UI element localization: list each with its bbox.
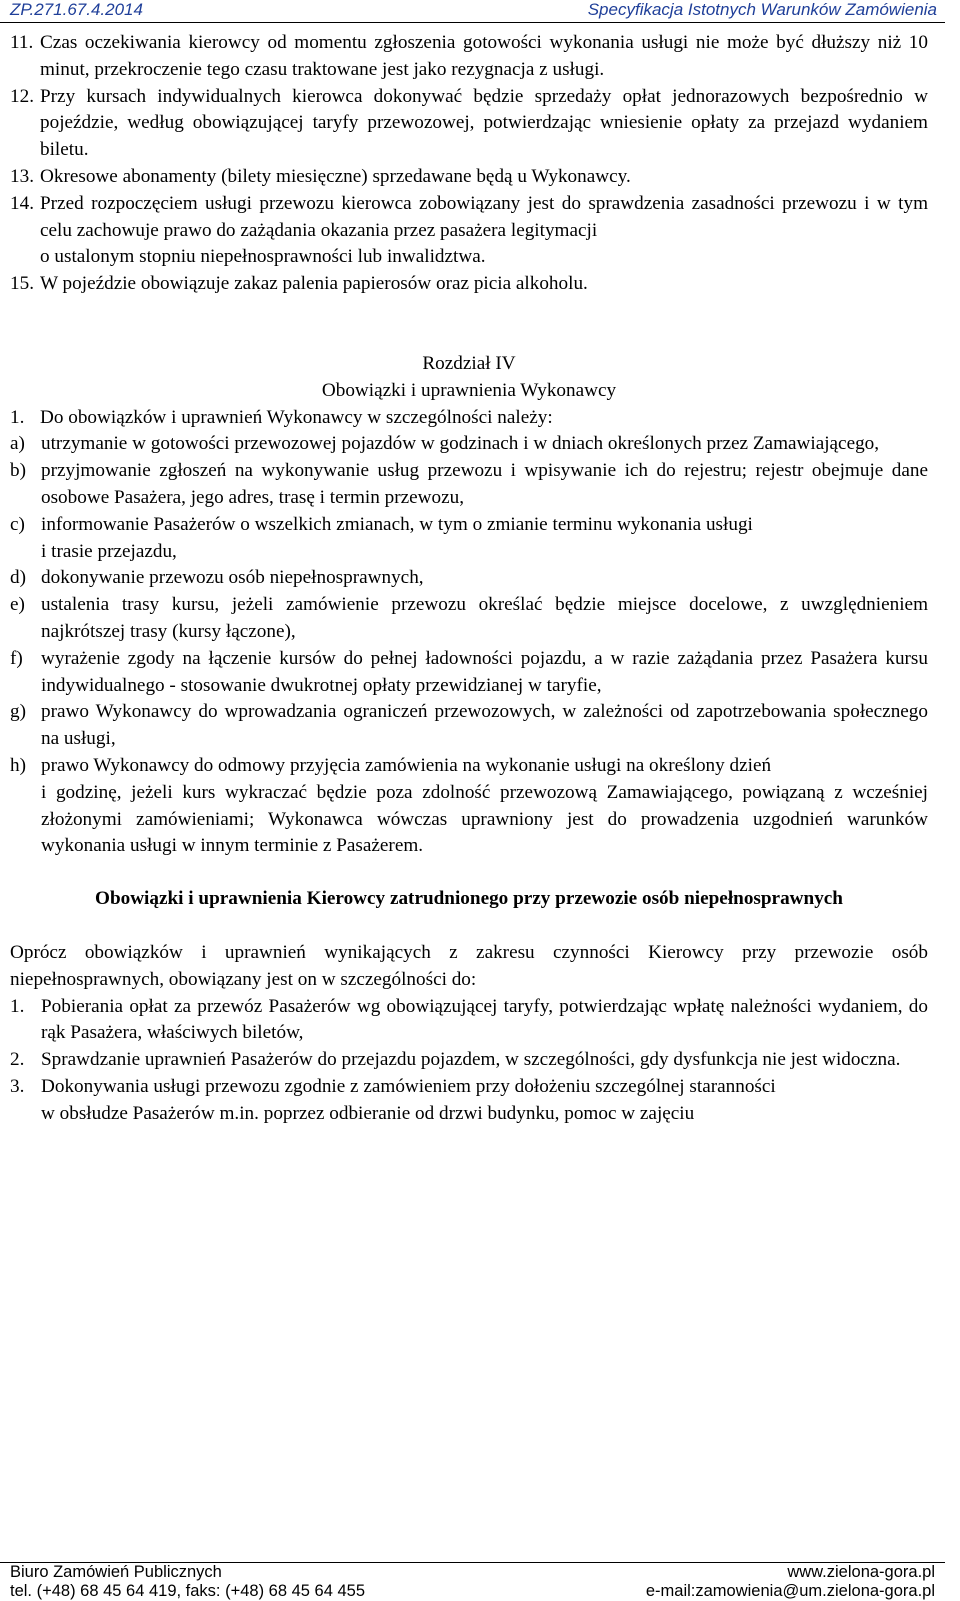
item-text: Przy kursach indywidualnych kierowca dokonywać będzie sprzedaży opłat jednorazowych bezpośrednio w pojeździe, według obowiązującej taryfy przewozowej, potwierdzając wniesienie opłaty za przejazd wydaniem biletu.: [40, 85, 928, 161]
item-text: wyrażenie zgody na łączenie kursów do pełnej ładowności pojazdu, a w razie zażądania przez Pasażera kursu indywidualnego - stosowanie dwukrotnej opłaty przewidzianej w taryfie,: [41, 647, 928, 696]
section-title: Obowiązki i uprawnienia Kierowcy zatrudnionego przy przewozie osób niepełnosprawnych: [95, 888, 843, 910]
item-text: Czas oczekiwania kierowcy od momentu zgłoszenia gotowości wykonania usługi nie może być dłuższy niż 10 minut, przekroczenie tego czasu traktowane jest jako rezygnacja z usługi.: [40, 32, 928, 80]
item-number: h): [10, 754, 26, 776]
list-item: [10, 1074, 928, 1128]
list-item: [10, 994, 928, 1048]
item-text: i trasie przejazdu,: [41, 540, 177, 562]
item-number: 11.: [10, 32, 34, 53]
document-type: Specyfikacja Istotnych Warunków Zamówienia: [587, 0, 937, 19]
item-text: Pobierania opłat za przewóz Pasażerów wg obowiązującej taryfy, potwierdzając wpłatę należności wydaniem, do rąk Pasażera, właściwych biletów,: [41, 995, 928, 1044]
item-text: prawo Wykonawcy do odmowy przyjęcia zamówienia na wykonanie usługi na określony dzień: [41, 754, 772, 776]
item-text: o ustalonym stopniu niepełnosprawności lub inwalidztwa.: [40, 246, 486, 268]
list-item: [10, 512, 928, 566]
chapter-title: Rozdział IV: [422, 352, 516, 374]
item-text: utrzymanie w gotowości przewozowej pojazdów w godzinach i w dniach określonych przez Zamawiającego,: [41, 433, 880, 455]
list-item: [10, 405, 928, 432]
page-header: [0, 0, 945, 23]
list-item: [10, 271, 928, 298]
list-item: [10, 592, 928, 646]
lettered-list: [10, 431, 928, 860]
item-number: e): [10, 594, 25, 616]
item-number: 1.: [10, 406, 25, 428]
item-number: 13.: [10, 165, 34, 187]
item-number: 12.: [10, 85, 34, 107]
item-number: 3.: [10, 1075, 25, 1097]
item-text: Okresowe abonamenty (bilety miesięczne) sprzedawane będą u Wykonawcy.: [40, 165, 631, 187]
footer-phone: tel. (+48) 68 45 64 419, faks: (+48) 68 45 64 455: [10, 1582, 365, 1600]
document-reference: ZP.271.67.4.2014: [10, 0, 143, 19]
chapter-subtitle: Obowiązki i uprawnienia Wykonawcy: [321, 379, 617, 401]
item-number: 1.: [10, 995, 25, 1017]
item-text: Przed rozpoczęciem usługi przewozu kierowca zobowiązany jest do sprawdzenia zasadności przewozu i w tym celu zachowuje prawo do zażądania okazania przez pasażera legitymacji: [40, 192, 928, 241]
item-text: prawo Wykonawcy do wprowadzania ograniczeń przewozowych, w zależności od zapotrzebowania społecznego na usługi,: [41, 701, 928, 750]
item-number: 15.: [10, 273, 34, 295]
footer-office: Biuro Zamówień Publicznych: [10, 1563, 222, 1581]
numbered-list-bottom: [10, 994, 928, 1128]
item-text: informowanie Pasażerów o wszelkich zmianach, w tym o zmianie terminu wykonania usługi: [41, 513, 753, 535]
list-item: [10, 1047, 928, 1074]
item-number: d): [10, 567, 26, 589]
item-number: 2.: [10, 1049, 25, 1071]
list-item: [10, 191, 928, 271]
item-text: i godzinę, jeżeli kurs wykraczać będzie poza zdolność przewozową Zamawiającego, powiązaną z wcześniej złożonymi zamówieniami; Wykonawca wówczas uprawniony jest do prowadzenia uzgodnień warunków wykonania usługi w innym terminie z Pasażerem.: [41, 781, 928, 857]
list-item: [10, 164, 928, 191]
page-content: [10, 30, 928, 1127]
list-item: [10, 565, 928, 592]
item-number: 14.: [10, 192, 34, 214]
page-footer: [0, 1562, 945, 1601]
item-text: Do obowiązków i uprawnień Wykonawcy w szczególności należy:: [40, 406, 553, 428]
numbered-list-top: [10, 30, 928, 298]
list-item: [10, 699, 928, 753]
item-text: w obsłudze Pasażerów m.in. poprzez odbieranie od drzwi budynku, pomoc w zajęciu: [41, 1102, 695, 1124]
item-text: W pojeździe obowiązuje zakaz palenia papierosów oraz picia alkoholu.: [40, 273, 588, 295]
list-item: [10, 431, 928, 458]
item-number: b): [10, 460, 26, 482]
item-number: a): [10, 433, 25, 455]
item-text: ustalenia trasy kursu, jeżeli zamówienie przewozu określać będzie miejsce docelowe, z uwzględnieniem najkrótszej trasy (kursy łączone),: [41, 594, 928, 642]
footer-website: www.zielona-gora.pl: [787, 1563, 935, 1581]
item-text: przyjmowanie zgłoszeń na wykonywanie usług przewozu i wpisywanie ich do rejestru; rejestr obejmuje dane osobowe Pasażera, jego adres, trasę i termin przewozu,: [41, 460, 928, 508]
list-item: [10, 646, 928, 700]
list-item: [10, 458, 928, 512]
list-item: [10, 84, 928, 164]
section-intro: Oprócz obowiązków i uprawnień wynikających z zakresu czynności Kierowcy przy przewozie osób niepełnosprawnych, obowiązany jest on w szczególności do:: [10, 941, 928, 990]
item-number: g): [10, 701, 26, 723]
item-number: f): [10, 647, 23, 669]
item-text: Sprawdzanie uprawnień Pasażerów do przejazdu pojazdem, w szczególności, gdy dysfunkcja nie jest widoczna.: [41, 1049, 901, 1071]
list-item: [10, 753, 928, 860]
list-item: [10, 30, 928, 84]
item-text: Dokonywania usługi przewozu zgodnie z zamówieniem przy dołożeniu szczególnej staranności: [41, 1075, 776, 1097]
item-text: dokonywanie przewozu osób niepełnosprawnych,: [41, 567, 424, 589]
footer-email: e-mail:zamowienia@um.zielona-gora.pl: [645, 1582, 935, 1600]
item-number: c): [10, 513, 25, 535]
